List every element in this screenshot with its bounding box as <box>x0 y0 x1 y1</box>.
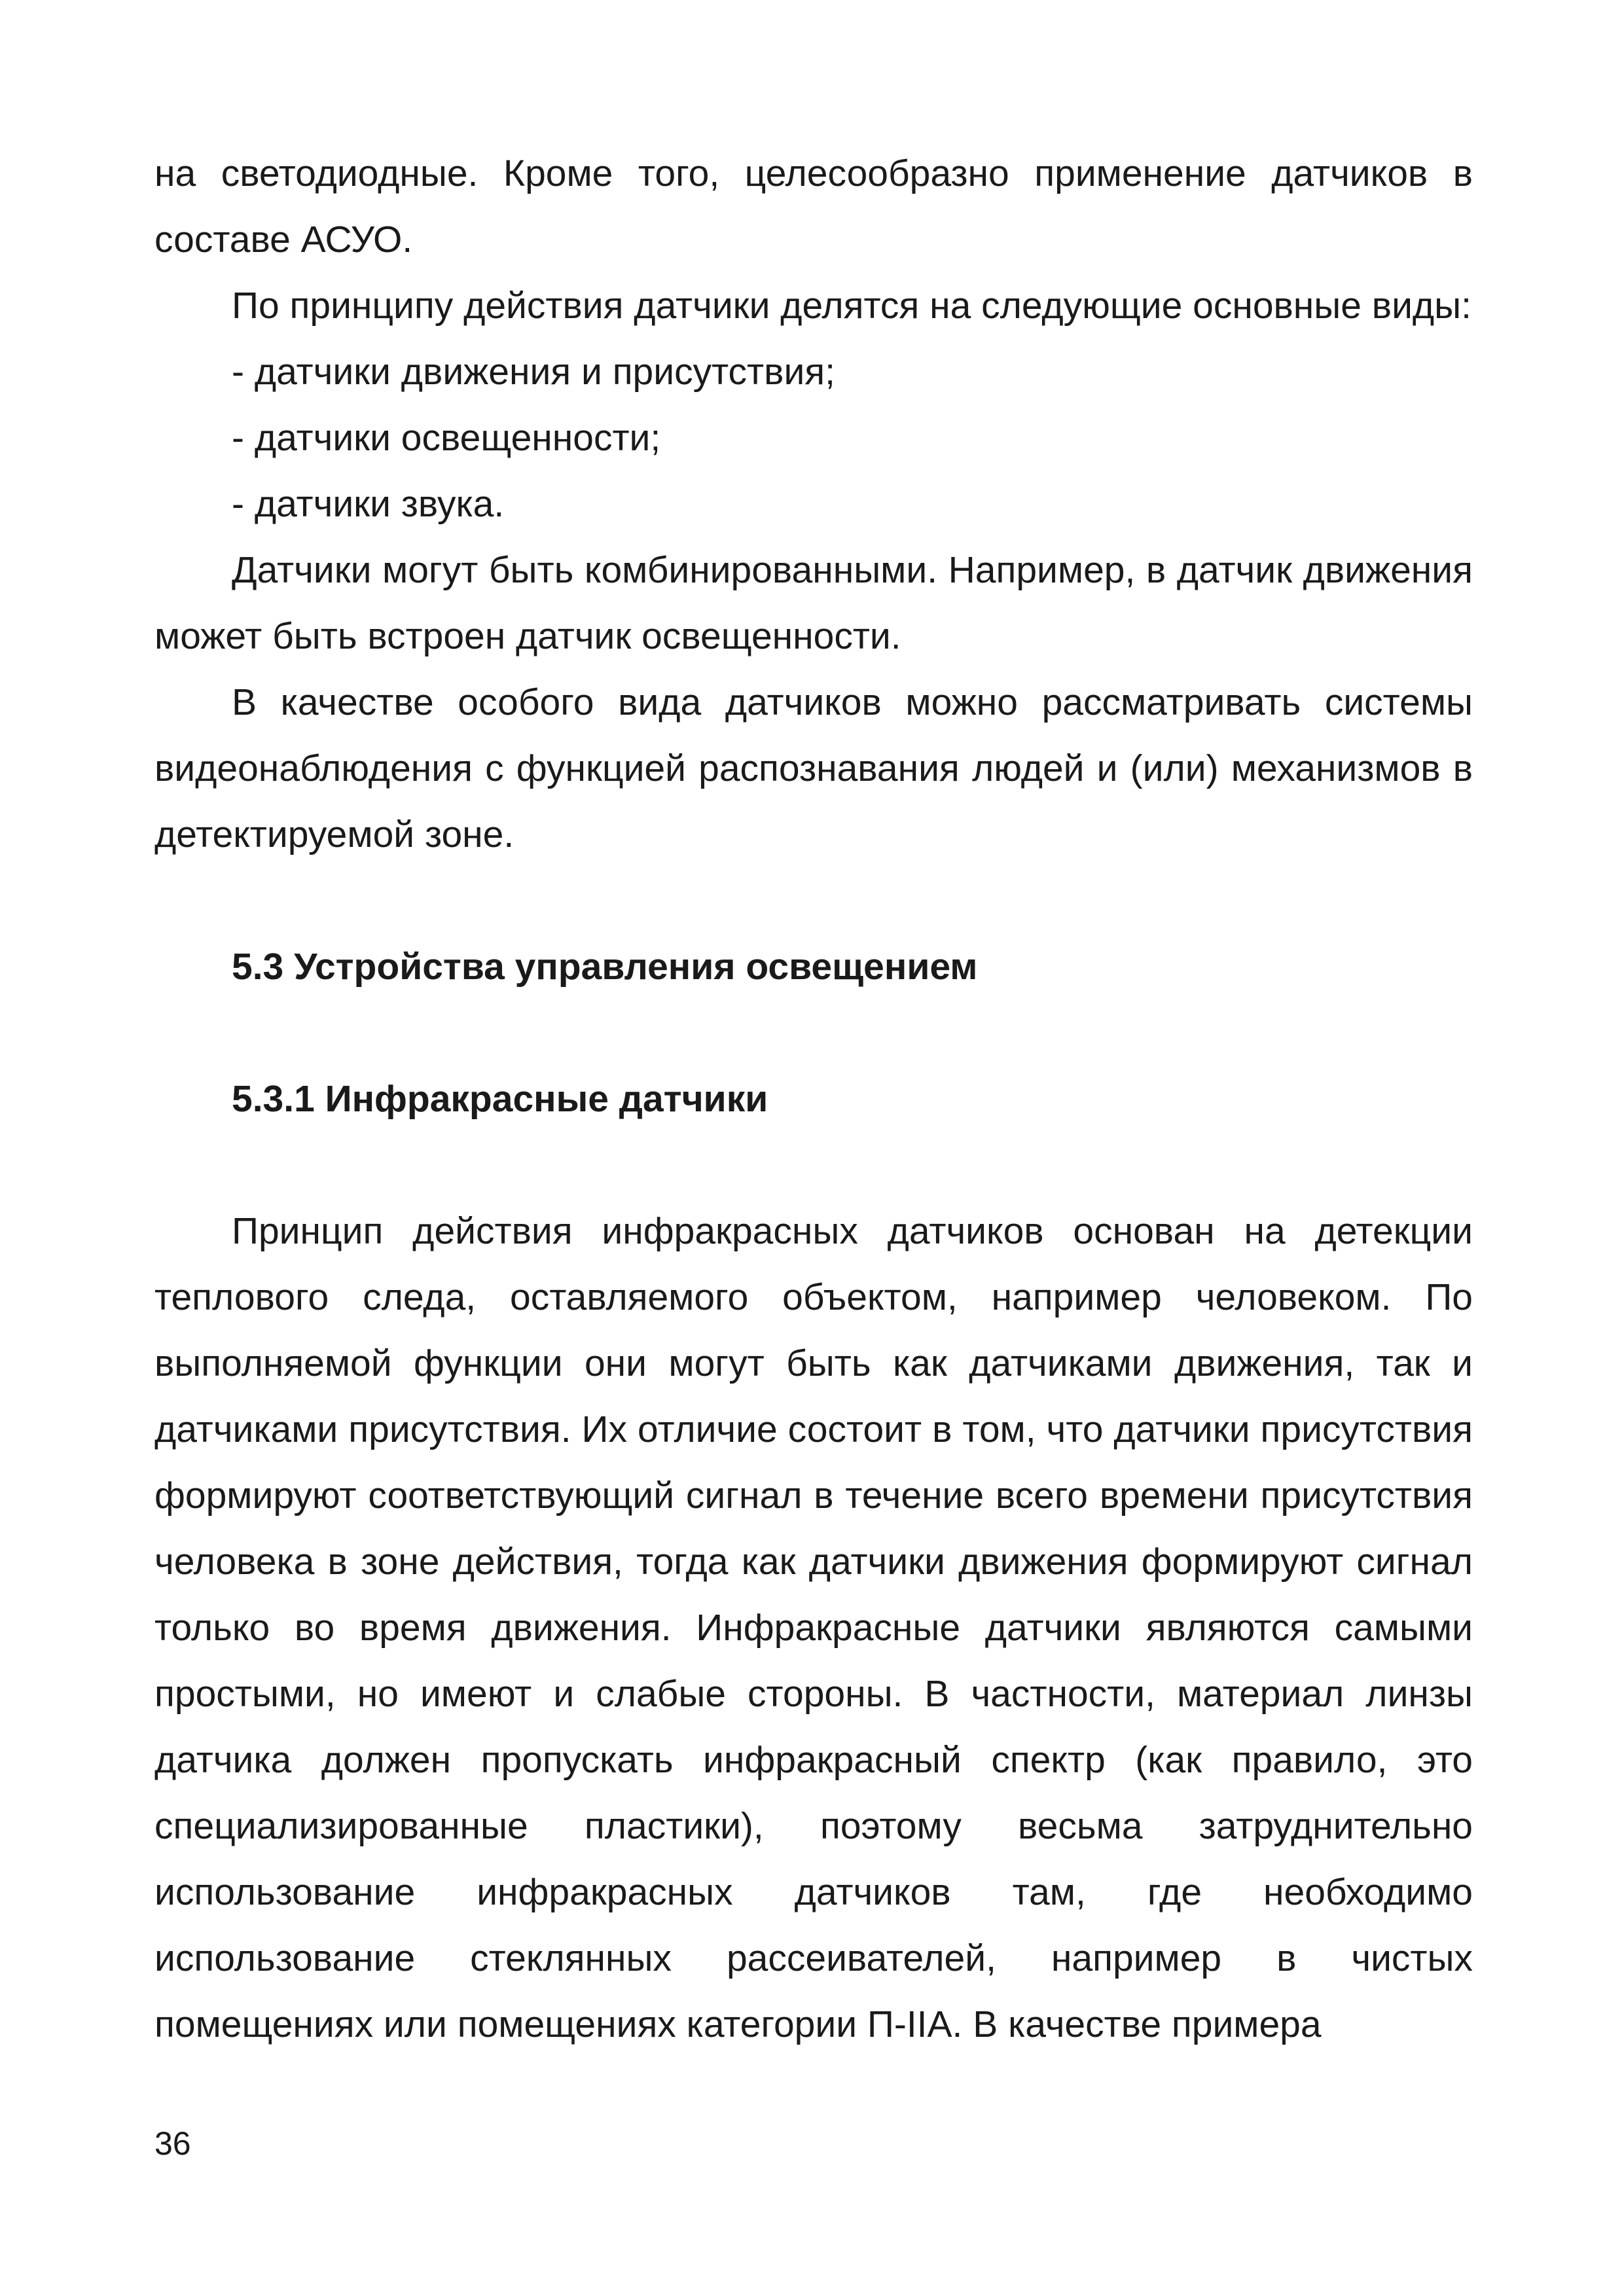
list-item: - датчики движения и присутствия; <box>232 351 835 393</box>
paragraph-continuation: на светодиодные. Кроме того, целесообразно применение датчиков в составе АСУО. <box>154 152 1473 260</box>
paragraph-infrared-sensors: Принцип действия инфракрасных датчиков основан на детекции теплового следа, оставляемого объектом, например человеком. По выполняемой функции они могут быть как датчиками движения, так и датчиками присутствия. Их отличие состоит в том, что датчики присутствия формируют соответствующий сигнал в течение всего времени присутствия человека в зоне действия, тогда как датчики движения формируют сигнал только во время движения. Инфракрасные датчики являются самыми простыми, но имеют и слабые стороны. В частности, материал линзы датчика должен пропускать инфракрасный спектр (как правило, это специализированные пластики), поэтому весьма затруднительно использование инфракрасных датчиков там, где необходимо использование стеклянных рассеивателей, например в чистых помещениях или помещениях категории П-IIА. В качестве примера <box>154 1210 1473 2045</box>
subsection-heading: 5.3.1 Инфракрасные датчики <box>232 1078 768 1120</box>
page-body <box>154 141 1473 2058</box>
list-item: - датчики звука. <box>232 483 505 525</box>
paragraph-combined-sensors: Датчики могут быть комбинированными. Например, в датчик движения может быть встроен датчик освещенности. <box>154 549 1473 657</box>
list-item: - датчики освещенности; <box>232 417 661 459</box>
page-number: 36 <box>154 2125 191 2162</box>
section-heading: 5.3 Устройства управления освещением <box>232 946 978 988</box>
paragraph-sensor-types-intro: По принципу действия датчики делятся на следующие основные виды: <box>232 285 1471 327</box>
paragraph-video-surveillance: В качестве особого вида датчиков можно рассматривать системы видеонаблюдения с функцией распознавания людей и (или) механизмов в детектируемой зоне. <box>154 681 1473 855</box>
